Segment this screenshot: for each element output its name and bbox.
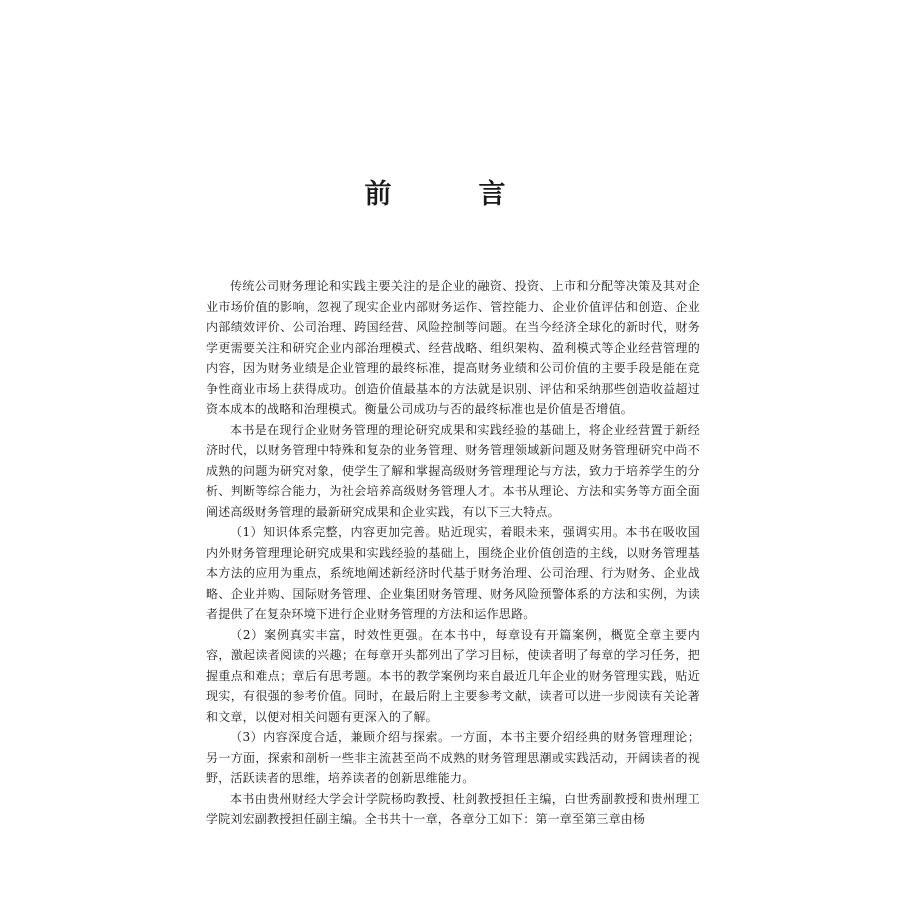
paragraph-3: （1）知识体系完整，内容更加完善。贴近现实，着眼未来，强调实用。本书在吸收国内外财务管理理论研究成果和实践经验的基础上，围绕企业价值创造的主线，以财务管理基本方法的应用为重点，系统地阐述新经济时代基于财务治理、公司治理、行为财务、企业战略、企业并购、国际财务管理、企业集团财务管理、财务风险预警体系的方法和实例，为读者提供了在复杂环境下进行企业财务管理的方法和运作思路。 (206, 525, 700, 621)
page-title: 前 言 (364, 179, 536, 210)
body-text (206, 276, 700, 830)
paragraph-1: 传统公司财务理论和实践主要关注的是企业的融资、投资、上市和分配等决策及其对企业市场价值的影响，忽视了现实企业内部财务运作、管控能力、企业价值评估和创造、企业内部绩效评价、公司治理、跨国经营、风险控制等问题。在当今经济全球化的新时代，财务学更需要关注和研究企业内部治理模式、经营战略、组织架构、盈利模式等企业经营管理的内容，因为财务业绩是企业管理的最终标准，提高财务业绩和公司价值的主要手段是能在竞争性商业市场上获得成功。创造价值最基本的方法就是识别、评估和采纳那些创造收益超过资本成本的战略和治理模式。衡量公司成功与否的最终标准也是价值是否增值。 (206, 279, 700, 416)
paragraph-2: 本书是在现行企业财务管理的理论研究成果和实践经验的基础上，将企业经营置于新经济时代，以财务管理中特殊和复杂的业务管理、财务管理领域新问题及财务管理研究中尚不成熟的问题为研究对象，使学生了解和掌握高级财务管理理论与方法，致力于培养学生的分析、判断等综合能力，为社会培养高级财务管理人才。本书从理论、方法和实务等方面全面阐述高级财务管理的最新研究成果和企业实践，有以下三大特点。 (206, 422, 700, 519)
paragraph-6: 本书由贵州财经大学会计学院杨昀教授、杜剑教授担任主编，白世秀副教授和贵州理工学院刘宏副教授担任副主编。全书共十一章，各章分工如下：第一章至第三章由杨 (206, 791, 700, 826)
paragraph-5: （3）内容深度合适，兼顾介绍与探索。一方面，本书主要介绍经典的财务管理理论；另一方面，探索和剖析一些非主流甚至尚不成熟的财务管理思潮或实践活动，开阔读者的视野，活跃读者的思维，培养读者的创新思维能力。 (206, 730, 700, 785)
paragraph-4: （2）案例真实丰富，时效性更强。在本书中，每章设有开篇案例，概览全章主要内容，激起读者阅读的兴趣；在每章开头都列出了学习目标，使读者明了每章的学习任务，把握重点和难点；章后有思考题。本书的教学案例均来自最近几年企业的财务管理实践，贴近现实，有很强的参考价值。同时，在最后附上主要参考文献，读者可以进一步阅读有关论著和文章，以便对相关问题有更深入的了解。 (206, 627, 700, 724)
